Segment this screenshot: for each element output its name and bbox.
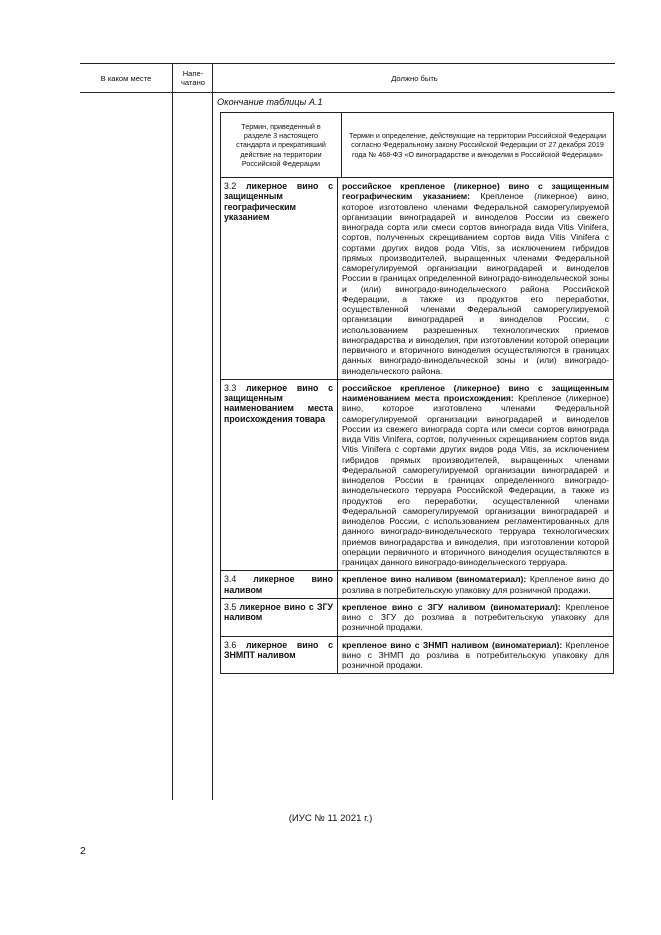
term-cell: 3.6 ликерное вино с ЗНМПТ наливом: [224, 639, 334, 660]
page-number: 2: [80, 845, 86, 857]
definition-cell: крепленое вино наливом (виноматериал): Крепленое вино до розлива в потребительскую упаковку для розничной продажи.: [337, 571, 613, 598]
amendment-note: (ИУС № 11 2021 г.): [288, 813, 373, 824]
term-cell: 3.2 ликерное вино с защищенным географическим указанием: [224, 181, 334, 222]
definition-cell: российское крепленое (ликерное) вино с защищенным наименованием места происхождения: Крепленое (ликерное) вино, которое изготовлено членами Федеральной саморегулируемой организации виноградарей и виноделов России из свежего винограда сорта или смеси сортов винограда вида Vitis Vinifera, сортов, полученных скрещиванием сортов вида Vitis Vinifera с сортами других видов рода Vitis, за исключением гибридов прямых производителей, выращенных членами Федеральной саморегулируемой организации виноградарей и виноделов России в границах определенного виноградо-винодельческого терруара Российской Федерации, а также из продуктов его переработки, осуществленной членами Федеральной саморегулируемой организации виноградарей и виноделов России, с использованием регламентированных для данного виноградо-винодельческого терруара технологических приемов виноградарства и виноделия, при изготовлении которой операции первичного и вторичного виноделия осуществляются в границах данного виноградо-винодельческого терруара.: [337, 380, 613, 571]
table-row: [221, 178, 613, 380]
table-row: [221, 637, 613, 674]
definition-cell: крепленое вино с ЗНМП наливом (виноматериал): Крепленое вино с ЗНМП до розлива в потребительскую упаковку для розничной продажи.: [337, 637, 613, 674]
definition-cell: крепленое вино с ЗГУ наливом (виноматериал): Крепленое вино с ЗГУ до розлива в потребительскую упаковку для розничной продажи.: [337, 599, 613, 636]
term-cell: 3.5 ликерное вино с ЗГУ наливом: [224, 601, 333, 623]
term-cell: 3.4 ликерное вино наливом: [224, 574, 333, 595]
table-caption: Окончание таблицы А.1: [217, 97, 323, 107]
definitions-table-header: [221, 113, 613, 178]
definitions-table: [220, 112, 614, 674]
header-place: В каком месте: [100, 73, 152, 83]
header-printed: Напе- чатано: [172, 64, 213, 92]
column-divider: [212, 91, 213, 800]
definition-cell: российское крепленое (ликерное) вино с защищенным географическим указанием: Крепленое (ликерное) вино, которое изготовлено членами Федеральной саморегулируемой организации виноградарей и виноделов России из свежего винограда сорта или смеси сортов винограда вида Vitis Vinifera, сортов, полученных скрещиванием сортов вида Vitis Vinifera с сортами других видов рода Vitis, за исключением гибридов прямых производителей, выращенных членами Федеральной саморегулируемой организации виноградарей и виноделов России в границах определенной виноградо-винодельческой зоны и (или) виноградо-винодельческого района Российской Федерации, а также из продуктов его переработки, осуществленной членами Федеральной саморегулируемой организации виноградарей и виноделов России, с использованием разрешенных технологических приемов виноградарства и виноделия, при изготовлении которой операции первичного и вторичного виноделия осуществляются в границах данных виноградо-винодельческой зоны и (или) виноградо-винодельческого района.: [337, 178, 613, 379]
change-table-header: [80, 63, 615, 93]
header-definition: Термин и определение, действующие на территории Российской Федерации согласно Федеральному закону Российской Федерации от 27 декабря 2019 года № 468-ФЗ «О виноградарстве и виноделии в Российской Федерации»: [341, 113, 613, 177]
table-row: [221, 571, 613, 599]
column-divider: [172, 91, 173, 800]
header-should-be: Должно быть: [212, 64, 616, 92]
table-row: [221, 599, 613, 637]
table-row: [221, 380, 613, 572]
header-term: Термин, приведенный в разделе 3 настоящего стандарта и прекративший действие на территории Российской Федерации: [236, 121, 326, 168]
term-cell: 3.3 ликерное вино с защищенным наименованием места происхождения товара: [224, 382, 334, 424]
